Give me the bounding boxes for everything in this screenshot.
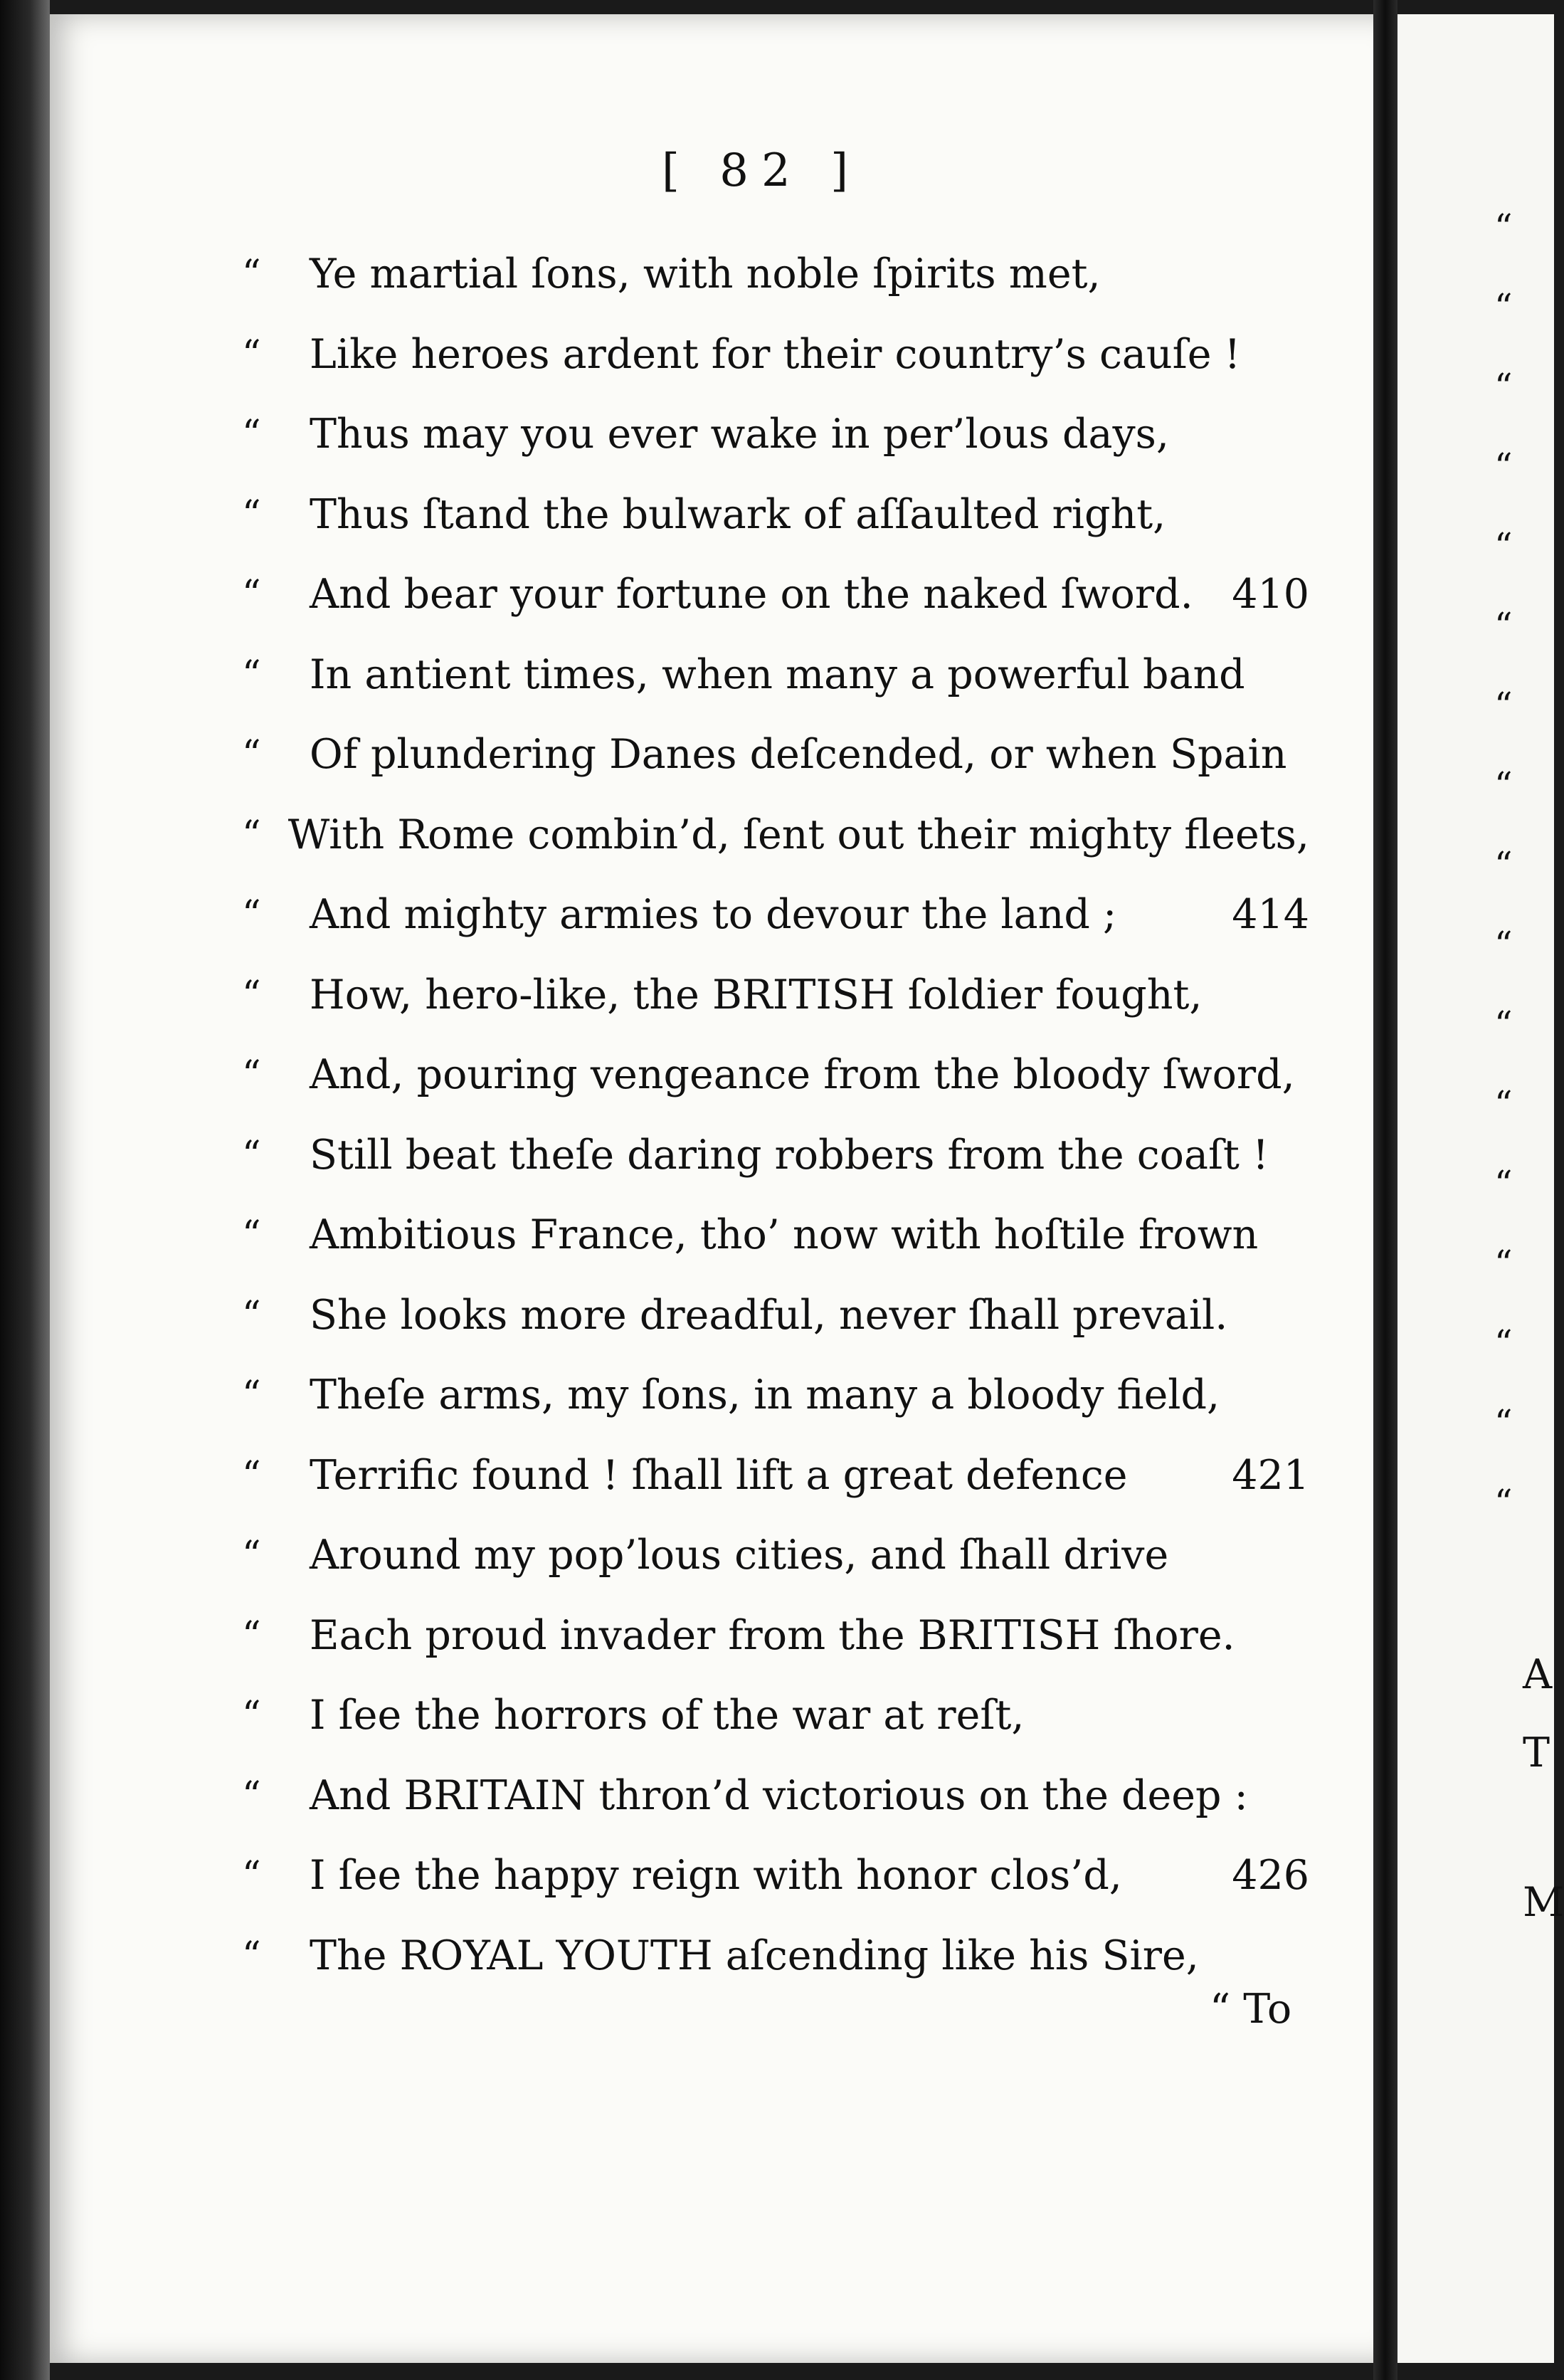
facing-quote-mark: “: [1494, 605, 1513, 646]
page-header: [ 82 ]: [661, 144, 862, 197]
facing-quote-mark: “: [1494, 924, 1513, 965]
poem-line-text: Each proud invader from the BRITISH ſhore.: [310, 1611, 1235, 1659]
poem-line: [242, 956, 1309, 1034]
poem-line: [242, 1676, 1309, 1754]
poem-line: [242, 1276, 1309, 1354]
quote-mark: “: [242, 573, 261, 616]
poem-line-text: Of plundering Danes deſcended, or when Spain: [310, 731, 1287, 778]
quote-mark: “: [242, 1774, 261, 1817]
poem-line-text: Still beat theſe daring robbers from the coaſt !: [310, 1131, 1269, 1179]
poem-line-text: And mighty armies to devour the land ;: [310, 891, 1117, 938]
poem-line: [242, 875, 1309, 954]
poem-line: [242, 1757, 1309, 1835]
facing-quote-mark: “: [1494, 764, 1513, 806]
quote-mark: “: [242, 1453, 261, 1497]
poem-line: [242, 1356, 1309, 1434]
poem-line-text: With Rome combin’d, ſent out their mighty fleets,: [287, 811, 1309, 858]
poem-line: [242, 555, 1309, 633]
line-number: 426: [1232, 1852, 1309, 1899]
poem-line-text: Thus may you ever wake in per’lous days,: [310, 411, 1170, 458]
book-gutter: [1373, 0, 1397, 2380]
facing-letter: T: [1523, 1729, 1550, 1776]
facing-quote-mark: “: [1494, 1402, 1513, 1443]
facing-quote-mark: “: [1494, 1482, 1513, 1523]
facing-quote-mark: “: [1494, 206, 1513, 248]
quote-mark: “: [242, 733, 261, 776]
poem-line-text: Like heroes ardent for their country’s cauſe !: [310, 330, 1241, 378]
facing-page-edge: [1397, 14, 1554, 2363]
facing-quote-mark: “: [1494, 366, 1513, 407]
quote-mark: “: [242, 332, 261, 376]
facing-quote-mark: “: [1494, 1004, 1513, 1045]
line-number: 421: [1232, 1451, 1309, 1499]
poem-line-text: Theſe arms, my ſons, in many a bloody field,: [310, 1371, 1220, 1418]
poem-line-text: And bear your fortune on the naked ſword.: [310, 571, 1193, 618]
poem-line: [242, 715, 1309, 794]
facing-letter: A: [1523, 1651, 1553, 1698]
poem-line-text: In antient times, when many a powerful band: [310, 651, 1245, 698]
poem-line-text: Terrific found ! ſhall lift a great defence: [310, 1451, 1128, 1499]
poem-line: [242, 1516, 1309, 1594]
poem-line-text: Thus ſtand the bulwark of aſſaulted right,: [310, 490, 1166, 538]
poem-line-text: I ſee the horrors of the war at reſt,: [310, 1692, 1025, 1739]
catchword: “ To: [1210, 1986, 1292, 2033]
quote-mark: “: [242, 813, 261, 856]
poem-line: [242, 796, 1309, 874]
facing-letter: M: [1523, 1879, 1564, 1926]
poem-line-text: And BRITAIN thron’d victorious on the deep :: [310, 1771, 1248, 1819]
quote-mark: “: [242, 413, 261, 456]
poem-line: [242, 1036, 1309, 1114]
poem-line: [242, 475, 1309, 554]
poem-line: [242, 1196, 1309, 1274]
poem-line: [242, 1436, 1309, 1515]
poem-line-text: How, hero-like, the BRITISH ſoldier fought,: [310, 971, 1203, 1018]
facing-quote-mark: “: [1494, 1083, 1513, 1125]
facing-quote-mark: “: [1494, 1243, 1513, 1284]
facing-quote-mark: “: [1494, 446, 1513, 487]
facing-quote-mark: “: [1494, 1163, 1513, 1204]
poem-line: [242, 1116, 1309, 1194]
quote-mark: “: [242, 1133, 261, 1176]
quote-mark: “: [242, 1293, 261, 1337]
quote-mark: “: [242, 1854, 261, 1897]
quote-mark: “: [242, 493, 261, 536]
quote-mark: “: [242, 893, 261, 936]
quote-mark: “: [242, 253, 261, 295]
left-binding-edge: [0, 0, 50, 2380]
line-number: 414: [1232, 891, 1309, 938]
line-number: 410: [1232, 571, 1309, 618]
facing-quote-mark: “: [1494, 685, 1513, 726]
poem-line: [242, 235, 1309, 313]
quote-mark: “: [242, 973, 261, 1016]
poem-line: [242, 636, 1309, 714]
poem-line-text: I ſee the happy reign with honor clos’d,: [310, 1852, 1122, 1899]
quote-mark: “: [242, 653, 261, 696]
facing-quote-mark: “: [1494, 1322, 1513, 1364]
facing-quote-mark: “: [1494, 286, 1513, 327]
quote-mark: “: [242, 1053, 261, 1096]
poem-line: [242, 395, 1309, 473]
poem-line: [242, 315, 1309, 394]
poem-line-text: Ye martial ſons, with noble ſpirits met,: [310, 251, 1101, 298]
poem-line: [242, 1917, 1309, 1995]
quote-mark: “: [242, 1934, 261, 1977]
poem-line-text: Ambitious France, tho’ now with hoſtile frown: [310, 1211, 1259, 1258]
quote-mark: “: [242, 1694, 261, 1737]
facing-quote-mark: “: [1494, 844, 1513, 885]
facing-quote-mark: “: [1494, 525, 1513, 567]
quote-mark: “: [242, 1374, 261, 1416]
poem-line: [242, 1836, 1309, 1915]
poem-line-text: The ROYAL YOUTH aſcending like his Sire,: [310, 1932, 1199, 1979]
quote-mark: “: [242, 1213, 261, 1256]
quote-mark: “: [242, 1613, 261, 1657]
quote-mark: “: [242, 1534, 261, 1576]
poem-line-text: She looks more dreadful, never ſhall prevail.: [310, 1291, 1228, 1339]
poem-line: [242, 1596, 1309, 1675]
poem-line-text: And, pouring vengeance from the bloody ſword,: [310, 1051, 1295, 1098]
poem-line-text: Around my pop’lous cities, and ſhall drive: [310, 1532, 1169, 1579]
